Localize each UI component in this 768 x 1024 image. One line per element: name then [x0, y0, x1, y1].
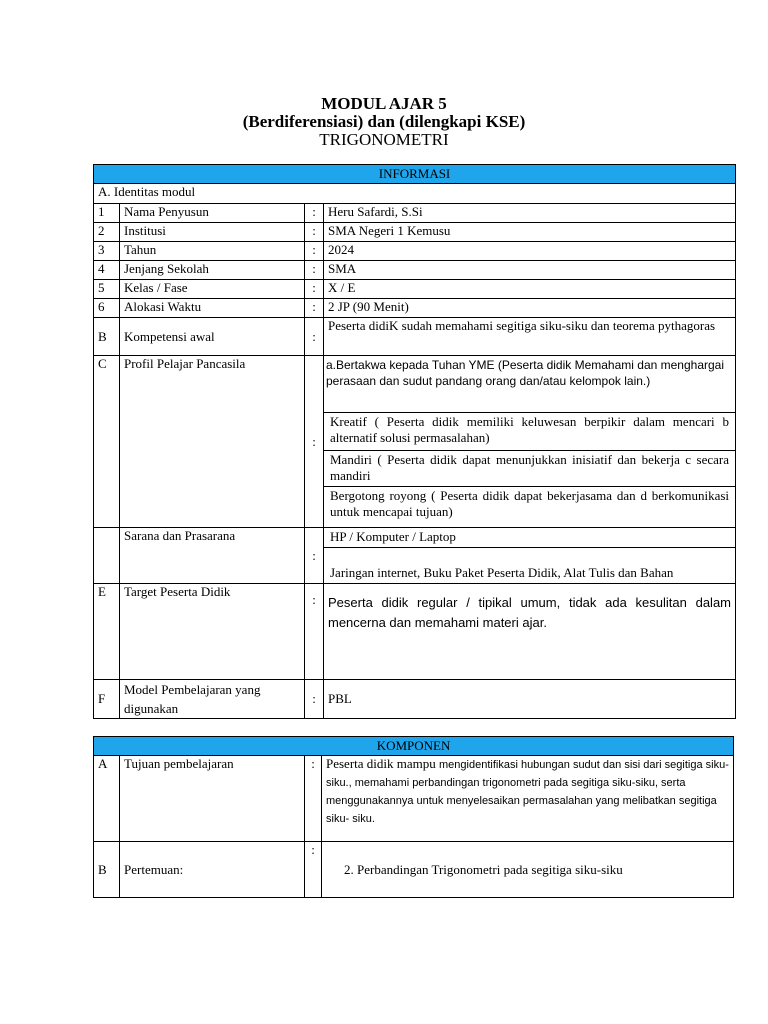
- table-row: [94, 204, 736, 223]
- row-value: [322, 756, 734, 842]
- list-item: Mandiri ( Peserta didik dapat menunjukkan inisiatif dan bekerja c secara mandiri: [324, 450, 735, 486]
- row-label: Sarana dan Prasarana: [120, 528, 305, 584]
- colon: :: [305, 223, 324, 242]
- module-title: MODUL AJAR 5: [321, 94, 447, 113]
- list-item: Jaringan internet, Buku Paket Peserta Didik, Alat Tulis dan Bahan: [330, 565, 674, 580]
- table-row: [94, 299, 736, 318]
- colon: :: [305, 261, 324, 280]
- colon: :: [305, 280, 324, 299]
- row-label: Profil Pelajar Pancasila: [120, 356, 305, 528]
- row-number: F: [94, 680, 120, 719]
- profil-list: [324, 356, 736, 528]
- row-number: A: [94, 756, 120, 842]
- table-row: [94, 528, 736, 584]
- row-label: Kelas / Fase: [120, 280, 305, 299]
- row-value: Heru Safardi, S.Si: [324, 204, 736, 223]
- sarana-list: [324, 528, 736, 584]
- table-row: [94, 756, 734, 842]
- colon: :: [305, 242, 324, 261]
- row-label: Target Peserta Didik: [120, 584, 305, 680]
- row-number: B: [94, 842, 120, 898]
- row-value: Peserta didik regular / tipikal umum, tidak ada kesulitan dalam mencerna dan memahami materi ajar.: [324, 584, 736, 680]
- colon: :: [305, 318, 324, 356]
- colon: :: [305, 756, 322, 842]
- colon: :: [305, 356, 324, 528]
- row-number: C: [94, 356, 120, 528]
- row-label: Institusi: [120, 223, 305, 242]
- table-row: [94, 261, 736, 280]
- module-subtitle: (Berdiferensiasi) dan (dilengkapi KSE): [242, 112, 526, 131]
- row-label: Kompetensi awal: [120, 318, 305, 356]
- komponen-table: [93, 736, 734, 898]
- row-number: 6: [94, 299, 120, 318]
- table-row: [94, 242, 736, 261]
- row-label: Alokasi Waktu: [120, 299, 305, 318]
- row-value: SMA: [324, 261, 736, 280]
- table-row: [94, 356, 736, 528]
- row-label: Jenjang Sekolah: [120, 261, 305, 280]
- row-value: X / E: [324, 280, 736, 299]
- table-row: [94, 223, 736, 242]
- row-number: 4: [94, 261, 120, 280]
- row-label: Nama Penyusun: [120, 204, 305, 223]
- row-label: Tujuan pembelajaran: [120, 756, 305, 842]
- row-number: [94, 528, 120, 584]
- colon: :: [305, 204, 324, 223]
- colon: :: [305, 584, 324, 680]
- komponen-header: KOMPONEN: [94, 737, 734, 756]
- row-label: Tahun: [120, 242, 305, 261]
- colon: :: [305, 680, 324, 719]
- section-identitas-modul: A. Identitas modul: [94, 184, 736, 204]
- list-item: HP / Komputer / Laptop: [324, 528, 735, 547]
- row-value: SMA Negeri 1 Kemusu: [324, 223, 736, 242]
- row-value: 2 JP (90 Menit): [324, 299, 736, 318]
- row-value: 2024: [324, 242, 736, 261]
- table-row: [94, 280, 736, 299]
- module-topic: TRIGONOMETRI: [319, 130, 449, 149]
- table-row: [94, 584, 736, 680]
- list-item: Bergotong royong ( Peserta didik dapat bekerjasama dan d berkomunikasi untuk mencapai tujuan): [330, 487, 730, 519]
- row-number: E: [94, 584, 120, 680]
- list-item: Kreatif ( Peserta didik memiliki keluwesan berpikir dalam mencari b alternatif solusi permasalahan): [324, 412, 735, 450]
- tujuan-lead: Peserta didik mampu: [326, 756, 436, 771]
- table-row: [94, 318, 736, 356]
- colon: :: [305, 842, 322, 898]
- row-value: Peserta didiK sudah memahami segitiga siku-siku dan teorema pythagoras: [324, 318, 736, 356]
- table-row: [94, 842, 734, 898]
- row-value: 2. Perbandingan Trigonometri pada segitiga siku-siku: [322, 842, 734, 898]
- row-number: 2: [94, 223, 120, 242]
- row-label: Model Pembelajaran yang digunakan: [120, 680, 305, 719]
- row-value: PBL: [324, 680, 736, 719]
- row-number: 1: [94, 204, 120, 223]
- row-number: 5: [94, 280, 120, 299]
- row-number: 3: [94, 242, 120, 261]
- informasi-header: INFORMASI: [94, 165, 736, 184]
- row-label: Pertemuan:: [120, 842, 305, 898]
- row-number: B: [94, 318, 120, 356]
- table-row: [94, 680, 736, 719]
- tujuan-text: mengidentifikasi hubungan sudut dan sisi dari segitiga siku-siku., memahami perbandingan trigonometri pada segitiga siku-siku, serta menggunakannya untuk menyelesaikan permasalahan yang melibatkan segitiga siku- siku.: [326, 759, 729, 825]
- colon: :: [305, 299, 324, 318]
- informasi-table: [93, 164, 736, 719]
- list-item: a.Bertakwa kepada Tuhan YME (Peserta didik Memahami dan menghargai perasaan dan sudut pandang orang dan/atau kelompok lain.): [324, 356, 735, 412]
- colon: :: [305, 528, 324, 584]
